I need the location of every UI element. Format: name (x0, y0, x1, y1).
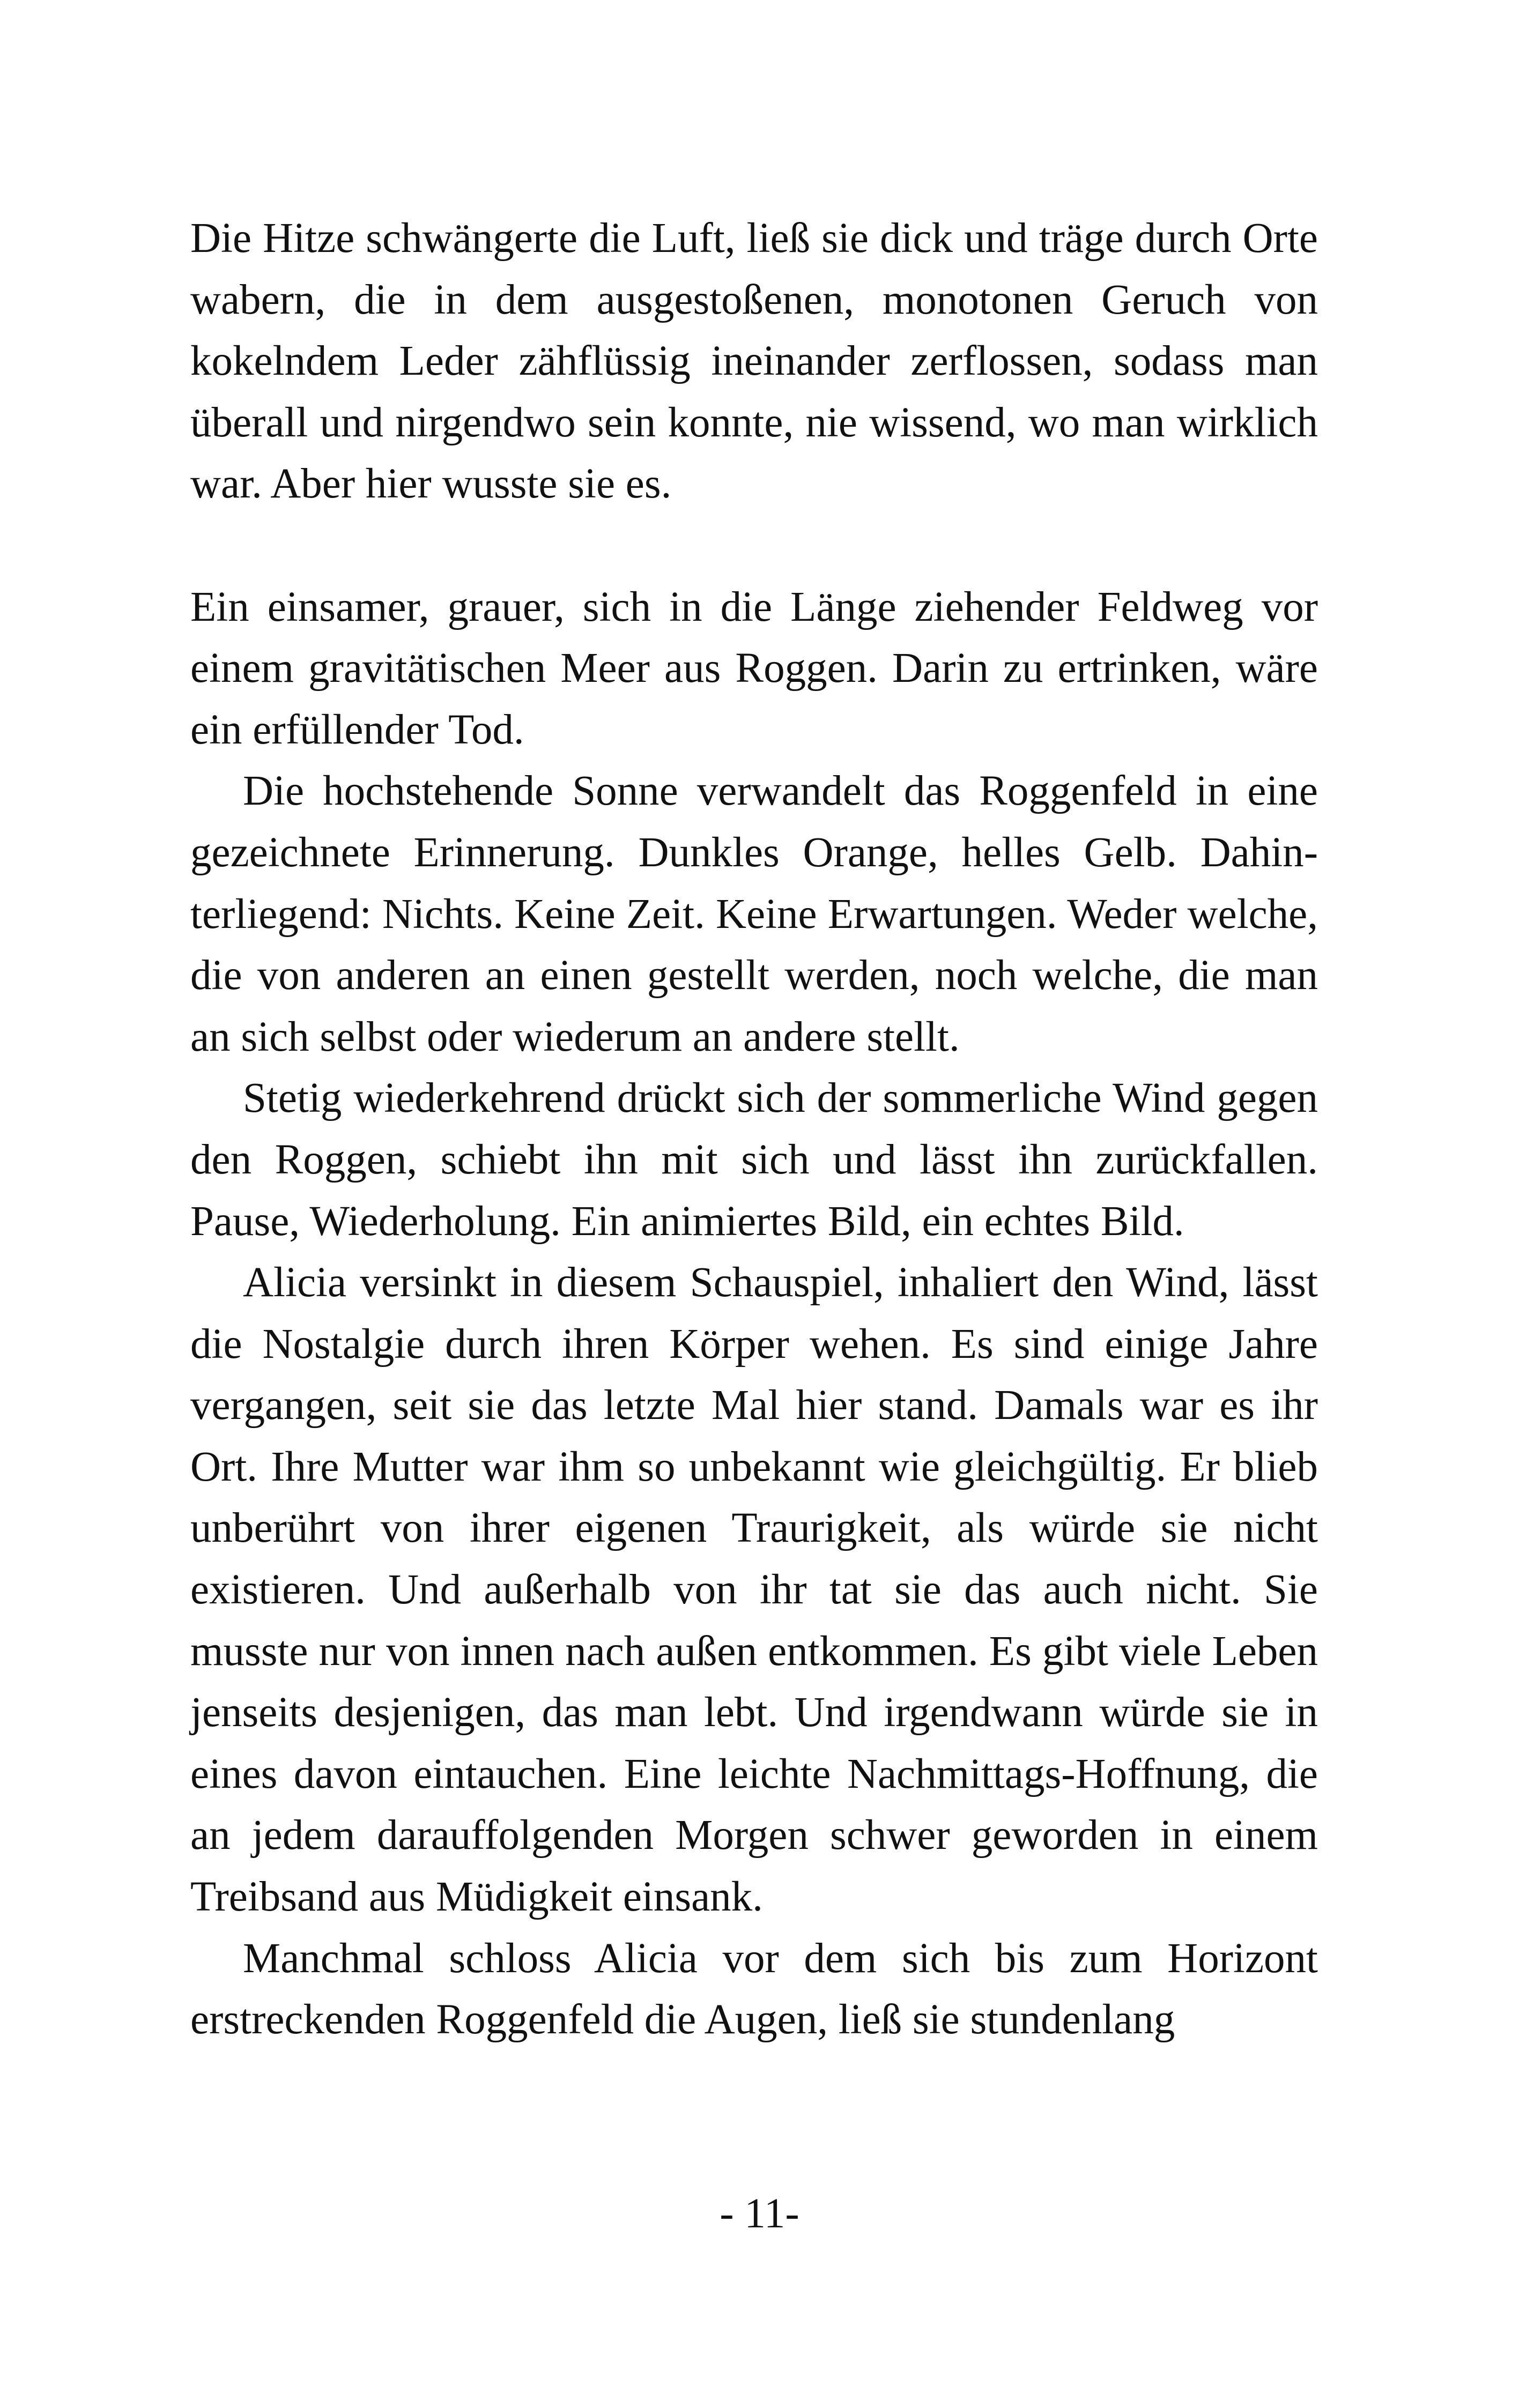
paragraph-alicia: Alicia versinkt in diesem Schauspiel, inhaliert den Wind, lässt die Nostalgie durch ihren Körper wehen. Es sind einige Jahre vergangen, seit sie das letzte Mal hier stand. Damals war es ihr Ort. Ihre Mutter war ihm so unbekannt wie gleichgültig. Er blieb unberührt von ihrer eigenen Traurigkeit, als würde sie nicht existieren. Und außerhalb von ihr tat sie das auch nicht. Sie musste nur von innen nach außen entkommen. Es gibt viele Leben jenseits desjenigen, das man lebt. Und irgendwann würde sie in eines davon eintauchen. Eine leichte Nachmittags-Hoffnung, die an jedem darauffolgenden Morgen schwer geworden in einem Treibsand aus Müdigkeit einsank. (190, 1259, 1318, 1921)
paragraph-sometimes: Manchmal schloss Alicia vor dem sich bis zum Horizont erstreckenden Roggenfeld die Augen, ließ sie stundenlang (190, 1935, 1318, 2043)
body-text (190, 208, 1318, 2051)
section-break (190, 515, 1318, 577)
paragraph-heat: Die Hitze schwängerte die Luft, ließ sie dick und träge durch Orte wabern, die in dem ausgestoßenen, monotonen Geruch von kokelndem Leder zähflüssig ineinander zerflossen, sodass man überall und nirgendwo sein konnte, nie wissend, wo man wirklich war. Aber hier wusste sie es. (190, 215, 1318, 508)
paragraph-field-path: Ein einsamer, grauer, sich in die Länge ziehender Feldweg vor einem gravitätischen Meer aus Roggen. Darin zu ertrinken, wäre ein erfüllender Tod. (190, 583, 1318, 753)
paragraph-wind: Stetig wiederkehrend drückt sich der sommerliche Wind gegen den Roggen, schiebt ihn mit sich und lässt ihn zurückfallen. Pause, Wiederholung. Ein animiertes Bild, ein echtes Bild. (190, 1075, 1318, 1245)
paragraph-sun: Die hochstehende Sonne verwandelt das Roggenfeld in eine gezeichnete Erinnerung. Dunkles Orange, helles Gelb. Dahinterliegend: Nichts. Keine Zeit. Keine Erwartungen. Weder welche, die von anderen an einen gestellt werden, noch welche, die man an sich selbst oder wiederum an andere stellt. (190, 768, 1318, 1060)
page-number: - 11- (720, 2190, 799, 2237)
